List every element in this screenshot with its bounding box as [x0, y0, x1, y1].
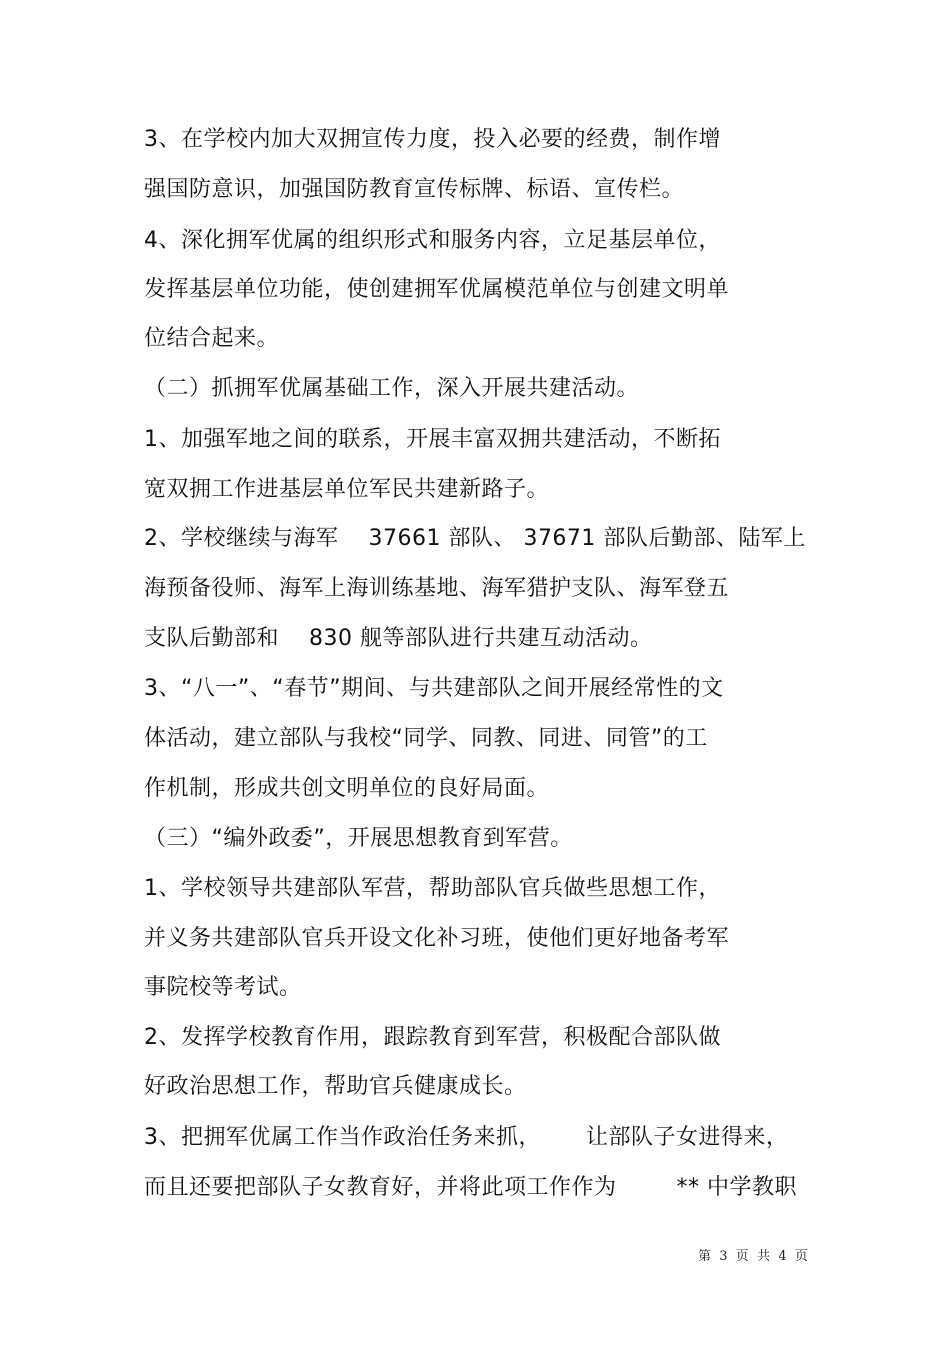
text-line: 1、加强军地之间的联系，开展丰富双拥共建活动，不断拓	[144, 427, 721, 452]
text-line: 作机制，形成共创文明单位的良好局面。	[144, 776, 550, 801]
text-line: 海预备役师、海军上海训练基地、海军猎护支队、海军登五	[144, 576, 730, 601]
section-heading: （二）抓拥军优属基础工作，深入开展共建活动。	[144, 376, 640, 401]
text-line: 2、学校继续与海军 37661 部队、 37671 部队后勤部、陆军上	[144, 526, 806, 551]
text-line: 支队后勤部和 830 舰等部队进行共建互动活动。	[144, 626, 653, 651]
text-line: 强国防意识，加强国防教育宣传标牌、标语、宣传栏。	[144, 177, 685, 202]
section-heading: （三）“编外政委”，开展思想教育到军营。	[144, 826, 573, 851]
text-line: 而且还要把部队子女教育好，并将此项工作作为 ** 中学教职	[144, 1175, 797, 1200]
text-line: 4、深化拥军优属的组织形式和服务内容，立足基层单位，	[144, 228, 721, 253]
text-line: 好政治思想工作，帮助官兵健康成长。	[144, 1074, 527, 1099]
text-line: 3、“八一”、“春节”期间、与共建部队之间开展经常性的文	[144, 676, 724, 701]
text-line: 事院校等考试。	[144, 975, 302, 1000]
text-line: 发挥基层单位功能，使创建拥军优属模范单位与创建文明单	[144, 277, 730, 302]
text-line: 3、把拥军优属工作当作政治任务来抓， 让部队子女进得来，	[144, 1125, 789, 1150]
text-line: 3、在学校内加大双拥宣传力度，投入必要的经费，制作增	[144, 127, 721, 152]
text-line: 2、发挥学校教育作用，跟踪教育到军营，积极配合部队做	[144, 1025, 721, 1050]
text-line: 并义务共建部队官兵开设文化补习班，使他们更好地备考军	[144, 926, 730, 951]
text-line: 位结合起来。	[144, 326, 280, 351]
text-line: 宽双拥工作进基层单位军民共建新路子。	[144, 477, 550, 502]
text-line: 体活动，建立部队与我校“同学、同教、同进、同管”的工	[144, 726, 708, 751]
text-line: 1、学校领导共建部队军营，帮助部队官兵做些思想工作，	[144, 876, 721, 901]
page-number: 第 3 页 共 4 页	[698, 1249, 808, 1264]
